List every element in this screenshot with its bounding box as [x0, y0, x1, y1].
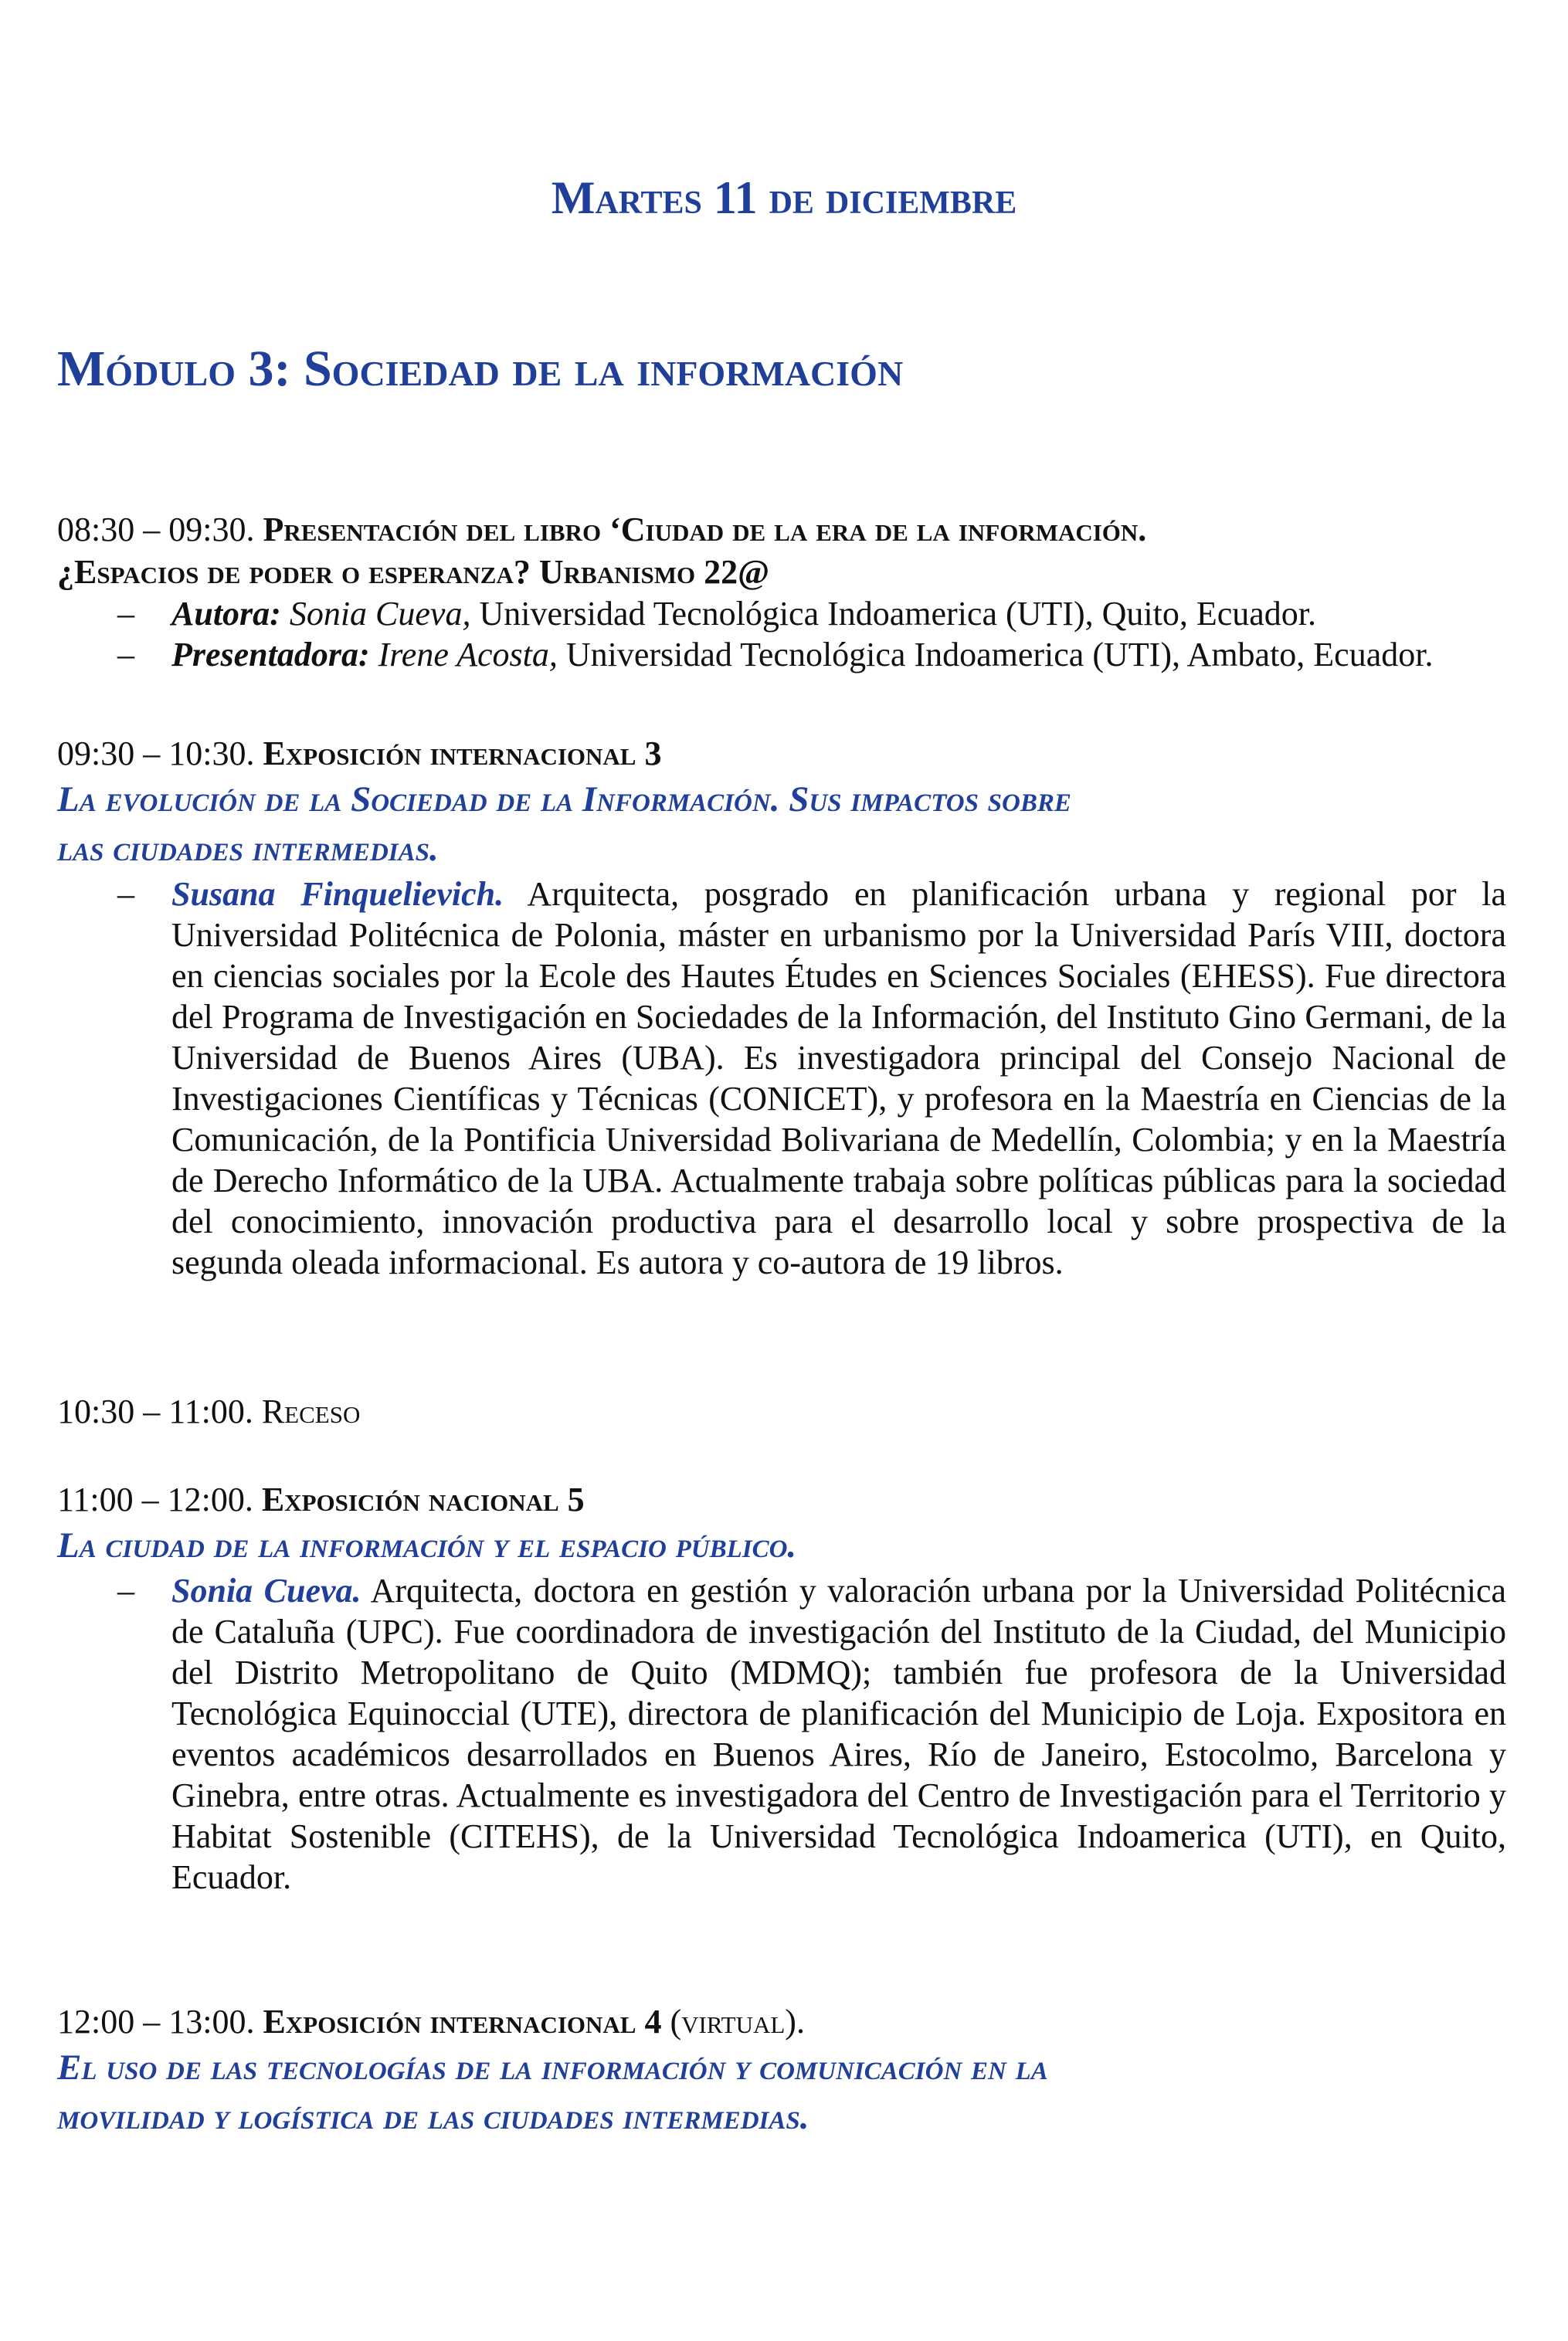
- session-international-3: [57, 732, 1506, 1283]
- participant-role: Autora:: [171, 595, 281, 633]
- participant-name: Irene Acosta,: [378, 636, 558, 673]
- participant-affiliation: Universidad Tecnológica Indoamerica (: [479, 595, 1017, 633]
- session-heading: [57, 1390, 1506, 1433]
- session-title-continued: ¿Espacios de poder o esperanza? Urbanismo 22@: [57, 553, 770, 591]
- session-time: 09:30 – 10:30.: [57, 735, 255, 772]
- affiliation-abbr: UTI: [1016, 595, 1074, 633]
- dash-bullet: –: [117, 1572, 134, 1610]
- session-heading: [57, 1478, 1506, 1521]
- day-title: Martes 11 de diciembre: [551, 172, 1017, 223]
- affiliation-abbr: UTI: [1104, 636, 1161, 673]
- dash-bullet: –: [117, 636, 134, 673]
- participant-location: ), Quito, Ecuador.: [1073, 595, 1316, 633]
- session-time: 10:30 – 11:00.: [57, 1393, 253, 1430]
- session-heading: [57, 508, 1506, 551]
- session-title: Receso: [261, 1393, 361, 1430]
- session-format-note: (virtual).: [670, 2003, 805, 2041]
- session-title: Exposición internacional 4: [263, 2003, 662, 2041]
- session-time: 08:30 – 09:30.: [57, 511, 255, 548]
- session-time: 12:00 – 13:00.: [57, 2003, 255, 2041]
- talk-title: La evolución de la Sociedad de la Información. Sus impactos sobre: [57, 779, 1071, 819]
- speaker-bio: Arquitecta, doctora en gestión y valoración urbana por la Universidad Politécnica de Cataluña (UPC). Fue coordinadora de investigación del Instituto de la Ciudad, del Municipio del Distrito Metropolitano de Quito (MDMQ); también fue profesora de la Universidad Tecnológica Equinoccial (UTE), directora de planificación del Municipio de Loja. Expositora en eventos académicos desarrollados en Buenos Aires, Río de Janeiro, Estocolmo, Barcelona y Ginebra, entre otras. Actualmente es investigadora del Centro de Investigación para el Territorio y Habitat Sostenible (CITEHS), de la Universidad Tecnológica Indoamerica (UTI), en Quito, Ecuador.: [171, 1572, 1507, 1896]
- session-title: Exposición nacional 5: [261, 1481, 585, 1518]
- session-title: Exposición internacional 3: [263, 735, 662, 772]
- talk-title: El uso de las tecnologías de la información y comunicación en la: [57, 2048, 1048, 2088]
- participant-affiliation: Universidad Tecnológica Indoamerica (: [565, 636, 1104, 673]
- dash-bullet: –: [117, 875, 134, 913]
- speaker-name: Sonia Cueva.: [171, 1572, 361, 1610]
- speaker-name: Susana Finquelievich.: [171, 875, 504, 913]
- session-break: [57, 1390, 1506, 1433]
- talk-title-continued: movilidad y logística de las ciudades intermedias.: [57, 2097, 809, 2137]
- session-national-5: [57, 1478, 1506, 1898]
- session-book-presentation: [57, 508, 1506, 675]
- speaker-bio: Arquitecta, posgrado en planificación urbana y regional por la Universidad Politécnica de Polonia, máster en urbanismo por la Universidad París VIII, doctora en ciencias sociales por la Ecole des Hautes Études en Sciences Sociales (EHESS). Fue directora del Programa de Investigación en Sociedades de la Información, del Instituto Gino Germani, de la Universidad de Buenos Aires (UBA). Es investigadora principal del Consejo Nacional de Investigaciones Científicas y Técnicas (CONICET), y profesora en la Maestría en Ciencias de la Comunicación, de la Pontificia Universidad Bolivariana de Medellín, Colombia; y en la Maestría de Derecho Informático de la UBA. Actualmente trabaja sobre políticas públicas para la sociedad del conocimiento, innovación productiva para el desarrollo local y sobre prospectiva de la segunda oleada informacional. Es autora y co-autora de 19 libros.: [171, 875, 1507, 1281]
- participant-name: Sonia Cueva,: [289, 595, 471, 633]
- session-heading: [57, 2000, 1506, 2043]
- session-heading-continued: [57, 551, 1506, 593]
- session-heading: [57, 732, 1506, 775]
- session-international-4: [57, 2000, 1506, 2142]
- speaker-bio-item: [57, 874, 1506, 1283]
- speaker-bio-item: [57, 1570, 1506, 1898]
- dash-bullet: –: [117, 595, 134, 633]
- participant-item: [57, 593, 1506, 634]
- session-title: Presentación del libro ‘Ciudad de la era de la información.: [263, 511, 1147, 548]
- talk-title-continued: las ciudades intermedias.: [57, 829, 439, 869]
- talk-title: La ciudad de la información y el espacio público.: [57, 1525, 797, 1566]
- participant-item: [57, 634, 1506, 675]
- module-title: Módulo 3: Sociedad de la información: [57, 341, 904, 397]
- participant-location: ), Ambato, Ecuador.: [1160, 636, 1434, 673]
- participant-role: Presentadora:: [171, 636, 370, 673]
- session-time: 11:00 – 12:00.: [57, 1481, 253, 1518]
